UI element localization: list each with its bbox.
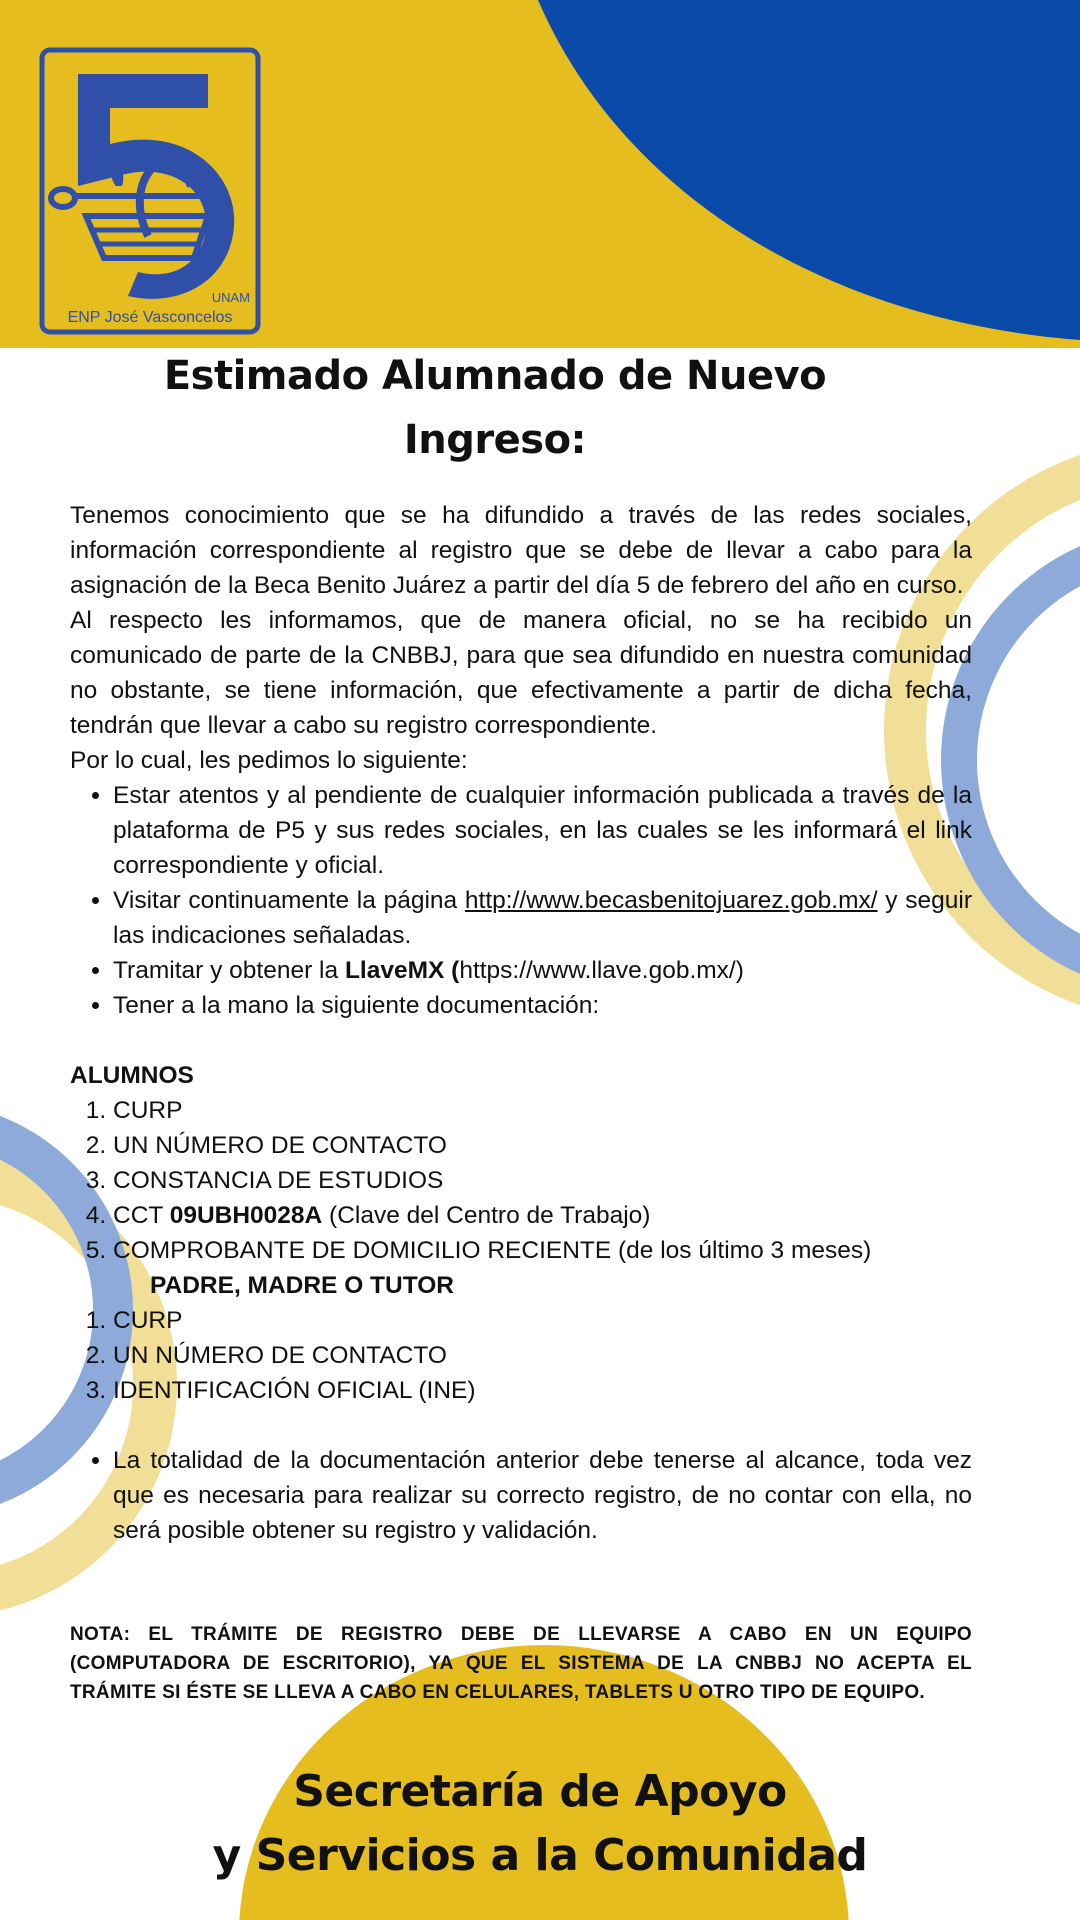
- paragraph-2: Al respecto les informamos, que de manera oficial, no se ha recibido un comunicado de parte de la CNBBJ, para que sea difundido en nuestra comunidad no obstante, se tiene información, que efectivamente a partir de dicha fecha, tendrán que llevar a cabo su registro correspondiente.: [70, 607, 972, 739]
- alumnos-heading: ALUMNOS: [70, 1062, 194, 1089]
- bullet2-post: y seguir las indicaciones señaladas.: [113, 887, 973, 949]
- main-content: [70, 498, 972, 1548]
- enp-logo: [38, 46, 262, 336]
- title-line-1: Estimado Alumnado de Nuevo: [163, 353, 827, 399]
- bullet2-pre: Visitar continuamente la página: [113, 887, 465, 914]
- list-item: 3. CONSTANCIA DE ESTUDIOS: [113, 1163, 972, 1198]
- list-item: • La totalidad de la documentación anterior debe tenerse al alcance, toda vez que es necesaria para realizar su correcto registro, de no contar con ella, no será posible obtener su registro y validación.: [113, 1443, 972, 1548]
- cct-pre: CCT: [113, 1202, 170, 1229]
- footer-line-1: Secretaría de Apoyo: [293, 1766, 787, 1817]
- llave-url: https://www.llave.gob.mx/): [459, 957, 744, 984]
- list-item: [113, 1198, 972, 1233]
- footer-line-2: y Servicios a la Comunidad: [212, 1830, 868, 1881]
- footer-title: [190, 1760, 890, 1888]
- list-item: 2. UN NÚMERO DE CONTACTO: [113, 1338, 972, 1373]
- final-list: [70, 1443, 972, 1548]
- list-item: • Tener a la mano la siguiente documentación:: [113, 988, 972, 1023]
- list-item: 1. CURP: [113, 1093, 972, 1128]
- list-item: 2. UN NÚMERO DE CONTACTO: [113, 1128, 972, 1163]
- title-line-2: Ingreso:: [403, 417, 587, 463]
- instructions-list: [70, 778, 972, 1023]
- bullet3-pre: Tramitar y obtener la: [113, 957, 345, 984]
- list-item: • Estar atentos y al pendiente de cualquier información publicada a través de la plataforma de P5 y sus redes sociales, en las cuales se les informará el link correspondiente y oficial.: [113, 778, 972, 883]
- list-item: 5. COMPROBANTE DE DOMICILIO RECIENTE (de los último 3 meses): [113, 1233, 972, 1268]
- enp-5-logo-icon: [38, 46, 262, 336]
- list-item: [113, 953, 972, 988]
- page-title: [150, 344, 840, 472]
- cct-code: 09UBH0028A: [169, 1202, 323, 1229]
- paragraph-3: Por lo cual, les pedimos lo siguiente:: [70, 747, 468, 774]
- tutor-list: [70, 1303, 972, 1408]
- llavemx-bold: LlaveMX (: [344, 957, 460, 984]
- becas-link[interactable]: http://www.becasbenitojuarez.gob.mx/: [464, 887, 878, 914]
- list-item: 1. CURP: [113, 1303, 972, 1338]
- cct-post: (Clave del Centro de Trabajo): [322, 1202, 651, 1229]
- list-item: [113, 883, 972, 953]
- tutor-heading: PADRE, MADRE O TUTOR: [150, 1272, 454, 1299]
- list-item: 3. IDENTIFICACIÓN OFICIAL (INE): [113, 1373, 972, 1408]
- note-text: NOTA: EL TRÁMITE DE REGISTRO DEBE DE LLEVARSE A CABO EN UN EQUIPO (COMPUTADORA DE ESCRITORIO), YA QUE EL SISTEMA DE LA CNBBJ NO ACEPTA EL TRÁMITE SI ÉSTE SE LLEVA A CABO EN CELULARES, TABLETS U OTRO TIPO DE EQUIPO.: [70, 1624, 972, 1703]
- alumnos-list: [70, 1093, 972, 1268]
- paragraph-1: Tenemos conocimiento que se ha difundido a través de las redes sociales, información correspondiente al registro que se debe de llevar a cabo para la asignación de la Beca Benito Juárez a partir del día 5 de febrero del año en curso.: [70, 502, 972, 599]
- logo-unam-text: UNAM: [211, 290, 250, 305]
- logo-school-text: ENP José Vasconcelos: [67, 309, 233, 326]
